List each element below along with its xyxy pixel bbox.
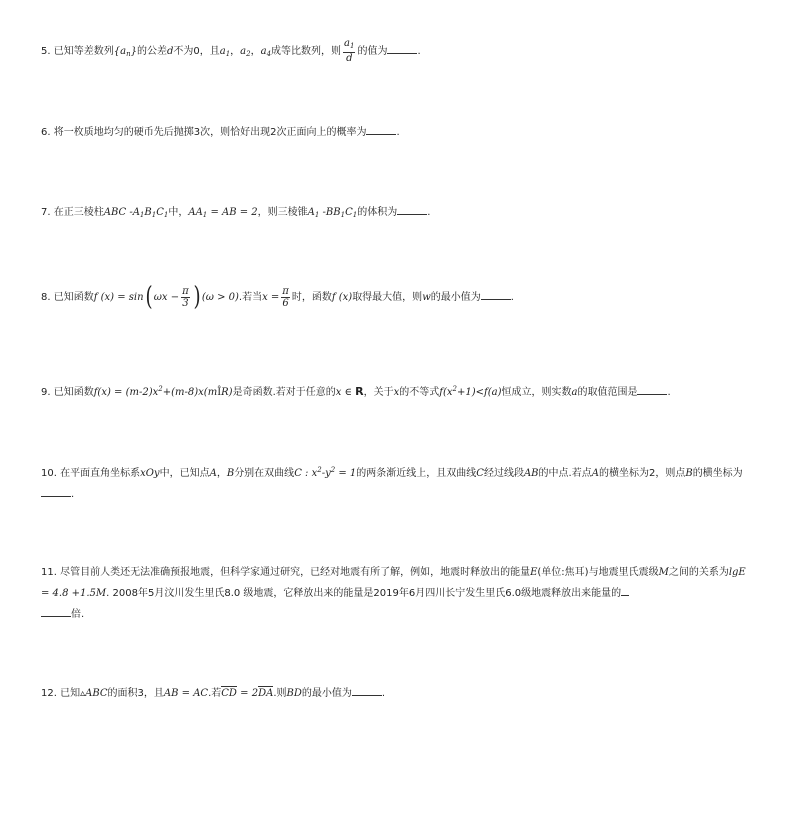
prism-notation: ABC $-A_1B_1C_1$ (103, 207, 169, 219)
question-5: 5. 已知等差数列$\{a_n\}$的公差d不为0，且$a_1$，$a_2$，$a_4$成等比数列，则 $\frac{a_1}{d}$ 的值为 . (41, 38, 421, 64)
answer-blank[interactable] (41, 607, 71, 617)
question-7: 7. 在正三棱柱ABC $-A_1B_1C_1$中，$AA_1$ = AB = 2，则三棱锥$A_1$ $-BB_1C_1$的体积为 . (41, 207, 431, 219)
pyramid-notation: $A_1$ $-BB_1C_1$ (307, 207, 358, 219)
question-number: 7. (41, 207, 51, 218)
question-8: 8. 已知函数f (x) = sin( ωx − $\frac{\pi}{3}$ ) (ω > 0).若当x = $\frac{\pi}{6}$ 时，函数f (x)取得最大值，则w的最小值为 . (41, 282, 514, 312)
question-number: 10. (41, 468, 57, 479)
question-6: 6. 将一枚质地均匀的硬币先后抛掷3次，则恰好出现2次正面向上的概率为 . (41, 127, 400, 138)
answer-blank[interactable] (397, 205, 427, 215)
question-number: 11. (41, 567, 57, 578)
question-number: 8. (41, 292, 51, 303)
answer-blank[interactable] (481, 290, 511, 300)
hyperbola-equation: C : $x^2-y^2 = 1$ (294, 466, 357, 479)
answer-blank[interactable] (366, 125, 396, 135)
vector-cd: CD (221, 688, 237, 699)
answer-blank[interactable] (637, 385, 667, 395)
answer-blank-part1[interactable] (621, 586, 629, 596)
fraction-pi-over-3: $\frac{\pi}{3}$ (182, 285, 189, 309)
question-9: 9. 已知函数$f(x) = (m-2)x^2+(m-8)x(mÎR)$是奇函数.若对于任意的x ∈ R，关于x的不等式$f(x^2+1)<f(a)$恒成立，则实数a的取值范围是 . (41, 385, 671, 398)
question-number: 12. (41, 688, 57, 699)
answer-blank[interactable] (41, 487, 71, 497)
question-10: 10. 在平面直角坐标系xOy中，已知点A，B分别在双曲线C : $x^2-y^2 = 1$的两条渐近线上，且双曲线C经过线段AB的中点.若点A的横坐标为2，则点B的横坐标为. (41, 466, 743, 500)
question-number: 5. (41, 46, 51, 57)
function-expression: $f(x) = (m-2)x^2+(m-8)x(mÎR)$ (93, 385, 233, 398)
question-number: 9. (41, 387, 51, 398)
energy-formula: lgE = 4.8 +1.5M (41, 567, 746, 599)
question-11: 11. 尽管目前人类还无法准确预报地震，但科学家通过研究，已经对地震有所了解，例如，地震时释放出的能量E(单位:焦耳)与地震里氏震级M之间的关系为lgE = 4.8 +1.5M. 2008年5月汶川发生里氏8.0 级地震，它释放出来的能量是2019年6月四川长宁发生里氏6.0级地震释放出来能量的 倍. (41, 567, 746, 620)
answer-blank[interactable] (352, 686, 382, 696)
triangle-notation: ▵ABC (80, 688, 108, 699)
vector-da: DA (258, 688, 274, 699)
question-12: 12. 已知▵ABC的面积3，且AB = AC.若CD = 2DA.则BD的最小值为 . (41, 688, 386, 699)
answer-blank[interactable] (387, 44, 417, 54)
fraction-pi-over-6: $\frac{\pi}{6}$ (282, 285, 289, 309)
fraction-a1-over-d: $\frac{a_1}{d}$ (344, 38, 355, 64)
